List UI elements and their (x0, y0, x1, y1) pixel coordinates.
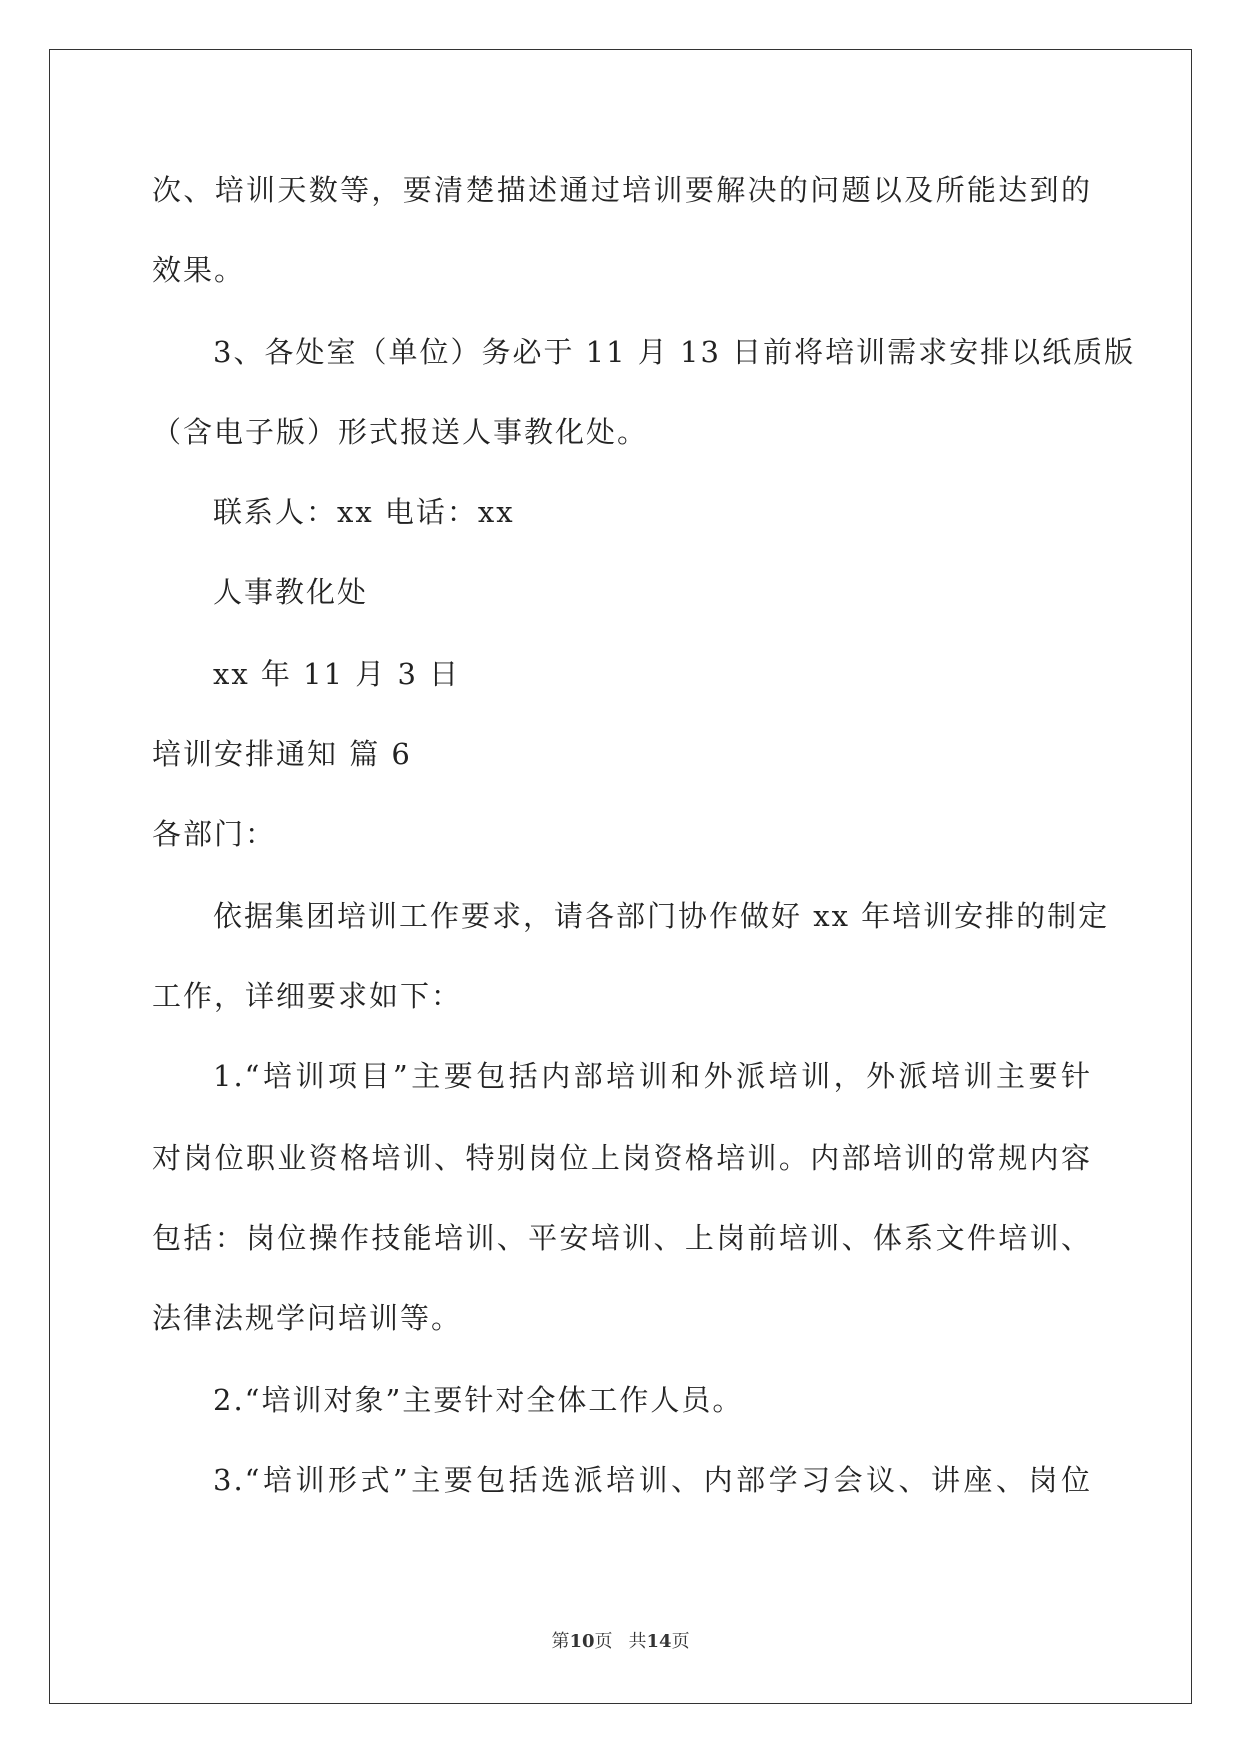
signature-department: 人事教化处 (213, 575, 369, 609)
footer-total-suffix: 页 (671, 1631, 690, 1652)
text-line-15: 法律法规学问培训等。 (152, 1301, 463, 1335)
footer-total-pages: 14 (646, 1631, 672, 1652)
salutation: 各部门： (152, 817, 277, 851)
section-heading: 培训安排通知 篇 6 (152, 737, 412, 771)
text-line-4: （含电子版）形式报送人事教化处。 (152, 415, 649, 449)
footer-total-prefix: 共 (628, 1631, 647, 1652)
text-line-13: 对岗位职业资格培训、特别岗位上岗资格培训。内部培训的常规内容 (152, 1141, 1092, 1175)
text-line-12: 1.“培训项目”主要包括内部培训和外派培训，外派培训主要针 (213, 1059, 1092, 1093)
contact-line: 联系人：xx 电话：xx (213, 495, 515, 529)
text-line-1: 次、培训天数等，要清楚描述通过培训要解决的问题以及所能达到的 (152, 173, 1092, 207)
footer-page-prefix: 第 (551, 1631, 570, 1652)
text-line-14: 包括：岗位操作技能培训、平安培训、上岗前培训、体系文件培训、 (152, 1221, 1092, 1255)
signature-date: xx 年 11 月 3 日 (213, 657, 461, 691)
text-line-10: 依据集团培训工作要求，请各部门协作做好 xx 年培训安排的制定 (213, 899, 1110, 933)
footer-page-number: 10 (569, 1631, 595, 1652)
text-line-17: 3.“培训形式”主要包括选派培训、内部学习会议、讲座、岗位 (213, 1463, 1092, 1497)
text-line-2: 效果。 (152, 253, 246, 287)
page-footer (0, 1630, 1241, 1654)
page-border (49, 49, 1192, 1704)
text-line-16: 2.“培训对象”主要针对全体工作人员。 (213, 1383, 744, 1417)
text-line-3: 3、各处室（单位）务必于 11 月 13 日前将培训需求安排以纸质版 (213, 335, 1136, 369)
text-line-11: 工作，详细要求如下： (152, 979, 463, 1013)
footer-page-suffix: 页 (594, 1631, 613, 1652)
